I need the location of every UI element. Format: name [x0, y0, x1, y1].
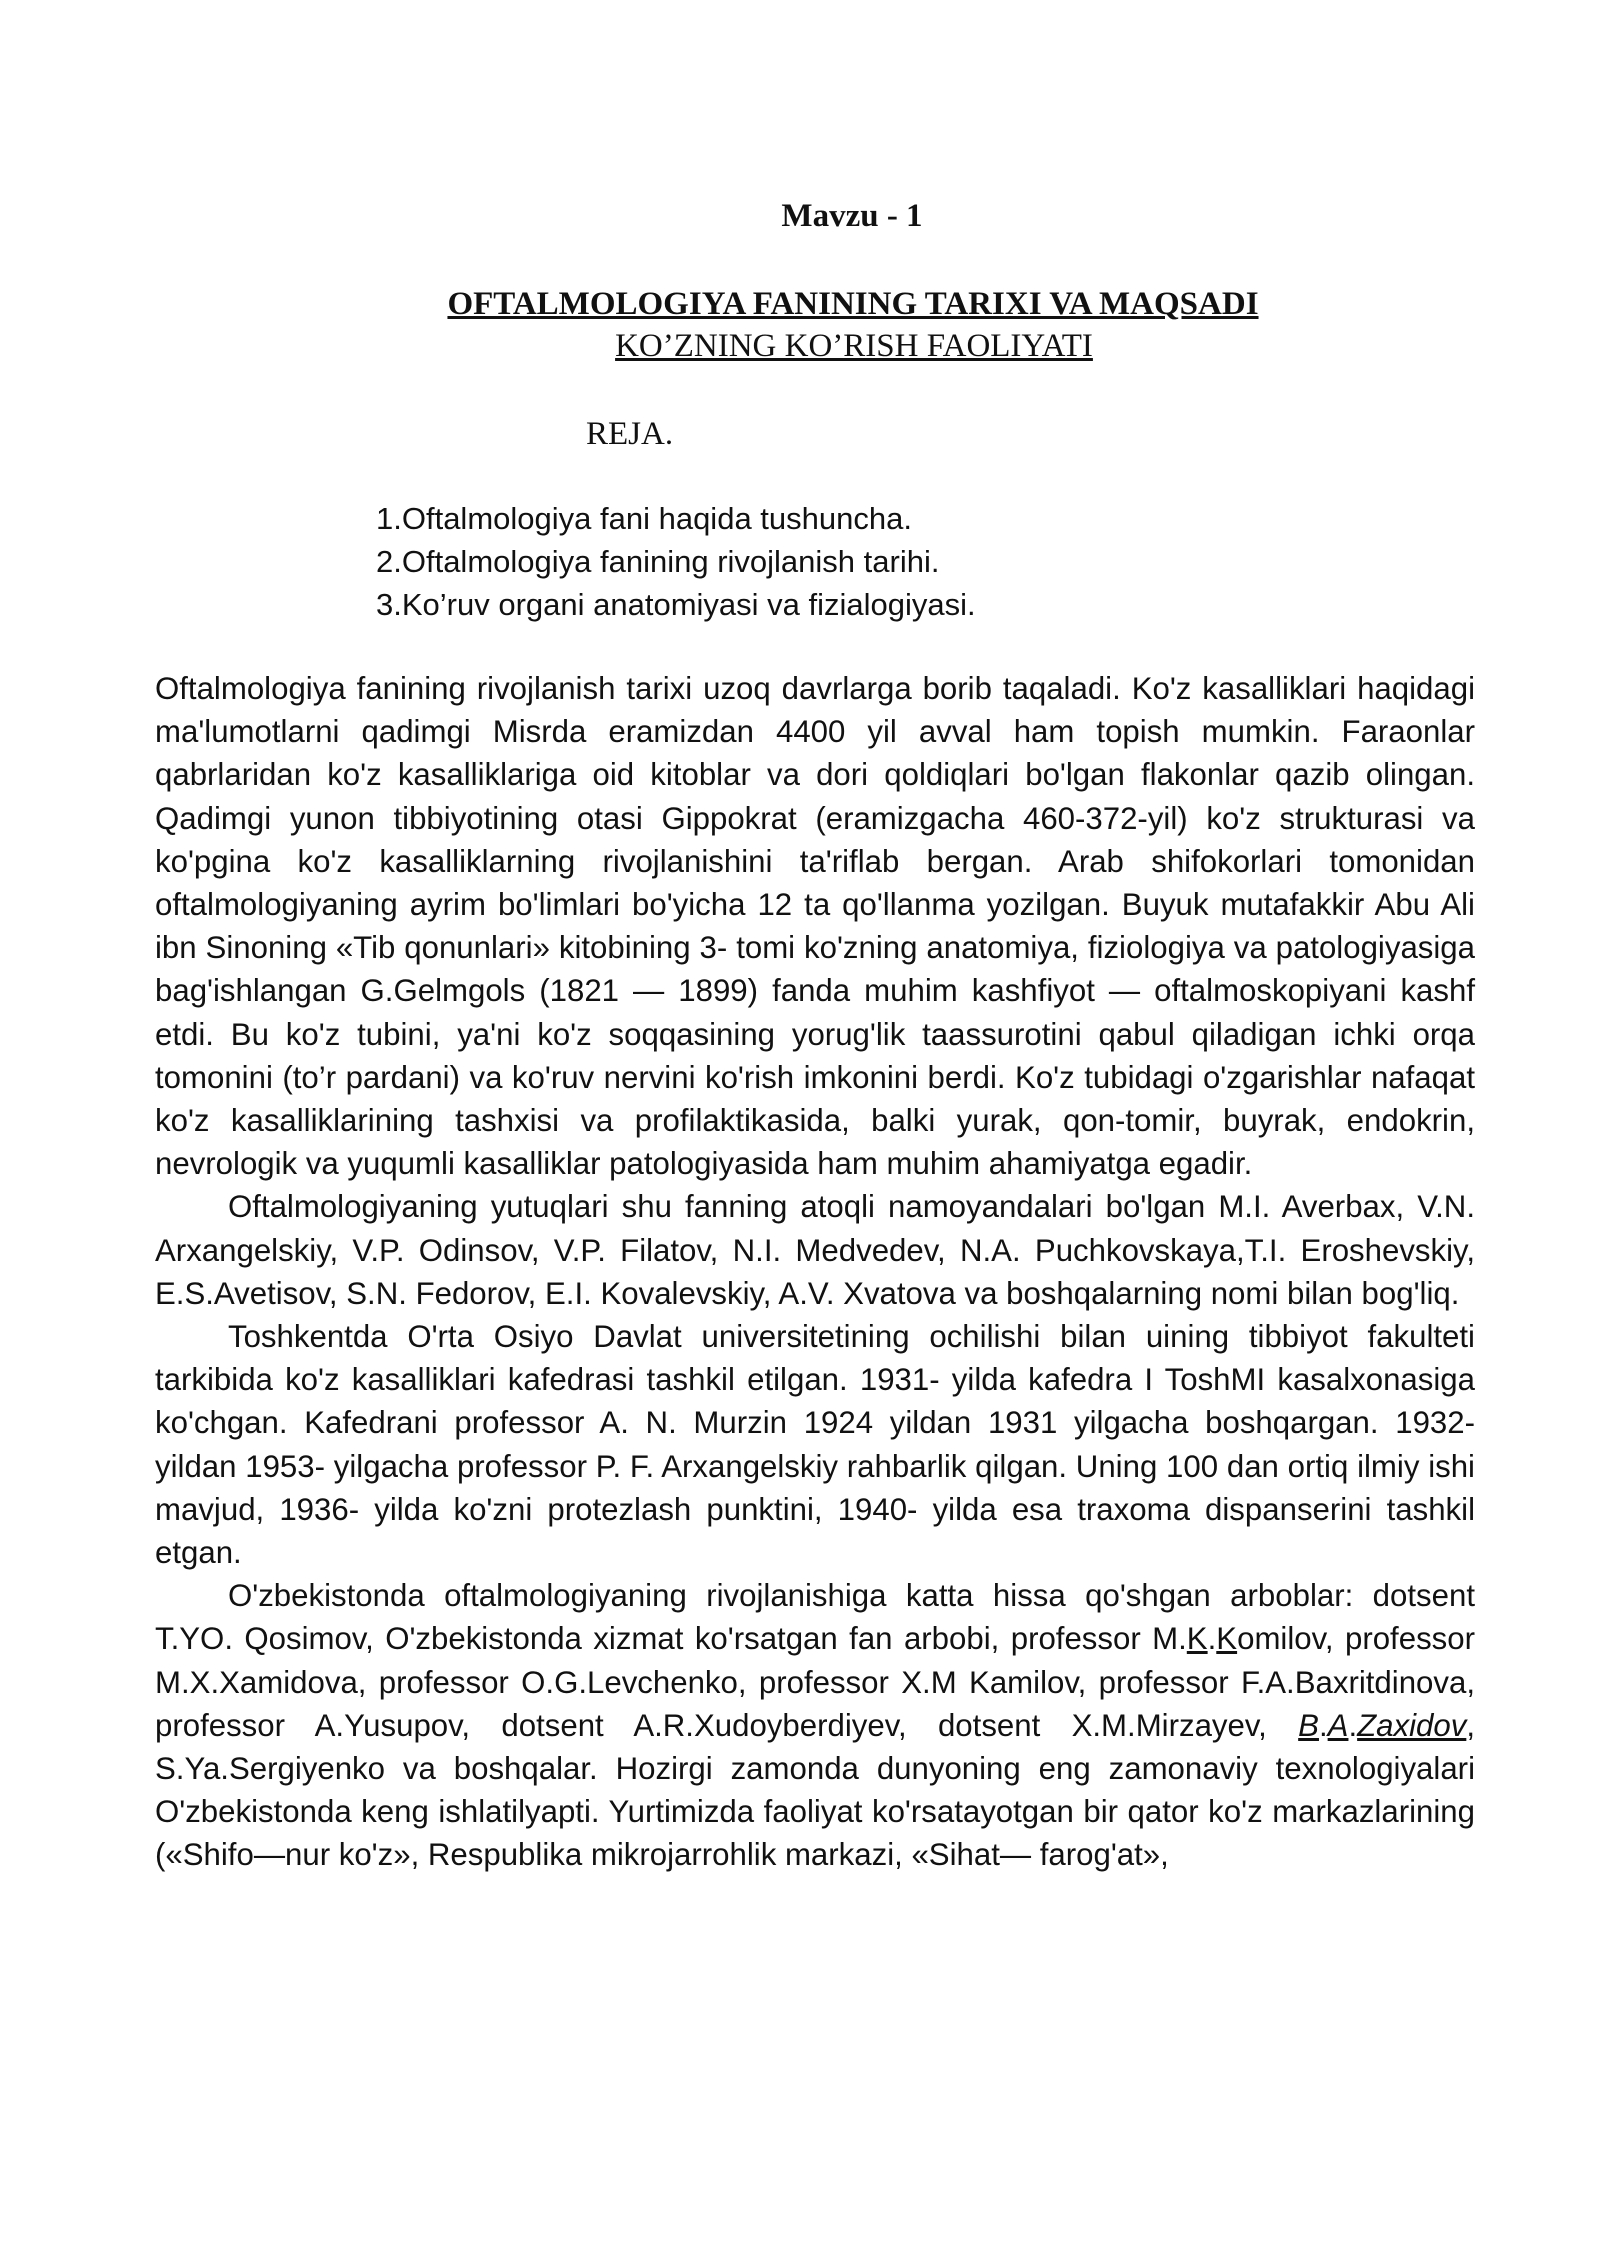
underlined-initial: K	[1216, 1621, 1238, 1657]
page-title: OFTALMOLOGIYA FANINING TARIXI VA MAQSADI	[447, 286, 1259, 322]
underlined-initial: K	[1186, 1621, 1208, 1657]
plan-label: REJA.	[586, 416, 674, 452]
paragraph-text: , S.Ya.Sergiyenko va boshqalar. Hozirgi zamonda dunyoning eng zamonaviy texnologiyalari O'zbekistonda keng ishlatilyapti. Yurtimizda faoliyat ko'rsatayotgan bir qator ko'z markazlarining («Shifo—nur ko'z», Respublika mikrojarrohlik markazi, «Sihat— farog'at»,	[155, 1707, 1475, 1873]
paragraph-tashkent-department: Toshkentda O'rta Osiyo Davlat universitetining ochilishi bilan uining tibbiyot fakulteti tarkibida ko'z kasalliklari kafedrasi tashkil etilgan. 1931- yilda kafedra I ToshMI kasalxonasiga ko'chgan. Kafedrani professor A. N. Murzin 1924 yildan 1931 yilgacha boshqargan. 1932- yildan 1953- yilgacha professor P. F. Arxangelskiy rahbarlik qilgan. Uning 100 dan ortiq ilmiy ishi mavjud, 1936- yilda ko'zni protezlash punktini, 1940- yilda esa traxoma dispanserini tashkil etgan.	[155, 1319, 1475, 1571]
underlined-italic-name: Zaxidov	[1357, 1707, 1467, 1743]
plan-list	[376, 497, 976, 626]
paragraph-text: omilov, professor M.X.Xamidova, professor O.G.Levchenko, professor X.M Kamilov, professor F.A.Baxritdinova, professor A.Yusupov, dotsent A.R.Xudoyberdiyev, dotsent X.M.Mirzayev,	[155, 1621, 1475, 1743]
paragraph-text: .	[1348, 1707, 1358, 1743]
plan-item: 1.Oftalmologiya fani haqida tushuncha.	[376, 501, 912, 536]
paragraph-uzbekistan-contributors	[155, 1574, 1475, 1876]
paragraph-text: .	[1318, 1707, 1328, 1743]
paragraph-history: Oftalmologiya fanining rivojlanish tarixi uzoq davrlarga borib taqaladi. Ko'z kasalliklari haqidagi ma'lumotlarni qadimgi Misrda eramizdan 4400 yil avval ham topish mumkin. Faraonlar qabrlaridan ko'z kasalliklariga oid kitoblar va dori qoldiqlari bo'lgan flakonlar qazib olingan. Qadimgi yunon tibbiyotining otasi Gippokrat (eramizgacha 460-372-yil) ko'z strukturasi va ko'pgina ko'z kasalliklarning rivojlanishini ta'riflab bergan. Arab shifokorlari tomonidan oftalmologiyaning ayrim bo'limlari bo'yicha 12 ta qo'llanma yozilgan. Buyuk mutafakkir Abu Ali ibn Sinoning «Tib qonunlari» kitobining 3- tomi ko'zning anatomiya, fiziologiya va patologiyasiga bag'ishlangan G.Gelmgols (1821 — 1899) fanda muhim kashfiyot — oftalmoskopiyani kashf etdi. Bu ko'z tubini, ya'ni ko'z soqqasining yorug'lik taassurotini qabul qiladigan ichki orqa tomonini (to’r pardani) va ko'ruv nervini ko'rish imkonini berdi. Ko'z tubidagi o'zgarishlar nafaqat ko'z kasalliklarining tashxisi va profilaktikasida, balki yurak, qon-tomir, buyrak, endokrin, nevrologik va yuqumli kasalliklar patologiyasida ham muhim ahamiyatga egadir.	[155, 671, 1475, 1182]
paragraph-text: .	[1207, 1621, 1217, 1657]
topic-number: Mavzu - 1	[781, 198, 923, 234]
plan-item: 3.Ko’ruv organi anatomiyasi va fizialogiyasi.	[376, 587, 976, 622]
document-body	[155, 667, 1475, 1877]
underlined-italic-initial: A	[1327, 1707, 1349, 1743]
underlined-italic-initial: B	[1298, 1707, 1319, 1743]
plan-item: 2.Oftalmologiya fanining rivojlanish tarihi.	[376, 544, 940, 579]
paragraph-scientists: Oftalmologiyaning yutuqlari shu fanning atoqli namoyandalari bo'lgan M.I. Averbax, V.N. Arxangelskiy, V.P. Odinsov, V.P. Filatov, N.I. Medvedev, N.A. Puchkovskaya,T.I. Eroshevskiy, E.S.Avetisov, S.N. Fedorov, E.I. Kovalevskiy, A.V. Xvatova va boshqalarning nomi bilan bog'liq.	[155, 1189, 1475, 1311]
paragraph-text: O'zbekistonda oftalmologiyaning rivojlanishiga katta hissa qo'shgan arboblar: dotsent T.YO. Qosimov, O'zbekistonda xizmat ko'rsatgan fan arbobi, professor M.	[155, 1578, 1475, 1657]
page-subtitle: KO’ZNING KO’RISH FAOLIYATI	[615, 328, 1093, 364]
